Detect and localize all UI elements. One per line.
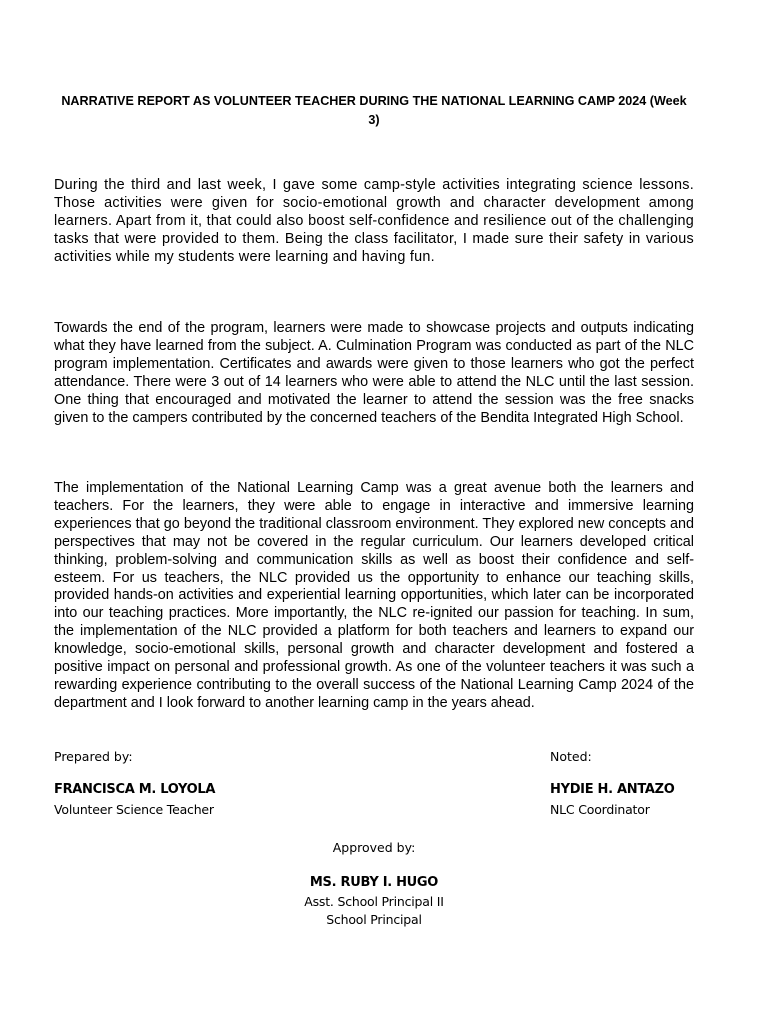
prepared-by-role: Volunteer Science Teacher bbox=[54, 802, 214, 817]
report-title: NARRATIVE REPORT AS VOLUNTEER TEACHER DURING THE NATIONAL LEARNING CAMP 2024 (Week 3) bbox=[61, 94, 687, 127]
approved-by-label: Approved by: bbox=[332, 840, 416, 855]
approved-by-role-secondary: School Principal bbox=[326, 912, 422, 927]
prepared-by-name: FRANCISCA M. LOYOLA bbox=[54, 782, 216, 797]
prepared-by-label: Prepared by: bbox=[54, 749, 133, 764]
approved-by-name: MS. RUBY I. HUGO bbox=[309, 875, 439, 890]
noted-by-name: HYDIE H. ANTAZO bbox=[550, 782, 675, 797]
noted-by-label: Noted: bbox=[550, 749, 592, 764]
noted-by-role: NLC Coordinator bbox=[550, 802, 650, 817]
paragraph-week-activities: During the third and last week, I gave some camp-style activities integrating science lessons. Those activities were given for socio-emotional growth and character development among learners. Apart from it, that could also boost self-confidence and resilience out of the challenging tasks that were provided to them. Being the class facilitator, I made sure their safety in various activities while my students were learning and having fun. bbox=[54, 177, 694, 265]
paragraph-culmination: Towards the end of the program, learners were made to showcase projects and outputs indicating what they have learned from the subject. A. Culmination Program was conducted as part of the NLC program implementation. Certificates and awards were given to those learners who got the perfect attendance. There were 3 out of 14 learners who were able to attend the NLC until the last session. One thing that encouraged and motivated the learner to attend the session was the free snacks given to the campers contributed by the concerned teachers of the Bendita Integrated High School. bbox=[54, 320, 694, 426]
paragraph-implementation: The implementation of the National Learning Camp was a great avenue both the learners and teachers. For the learners, they were able to engage in interactive and immersive learning experiences that go beyond the traditional classroom environment. They explored new concepts and perspectives that may not be covered in the regular curriculum. Our learners developed critical thinking, problem-solving and communication skills as well as boost their confidence and self-esteem. For us teachers, the NLC provided us the opportunity to enhance our teaching skills, provided hands-on activities and experiential learning opportunities, which later can be incorporated into our teaching practices. More importantly, the NLC re-ignited our passion for teaching. In sum, the implementation of the NLC provided a platform for both teachers and learners to expand our knowledge, socio-emotional skills, personal growth and character development and fostered a positive impact on personal and professional growth. As one of the volunteer teachers it was such a rewarding experience contributing to the overall success of the National Learning Camp 2024 of the department and I look forward to another learning camp in the years ahead. bbox=[54, 480, 694, 711]
approved-by-role: Asst. School Principal II bbox=[304, 894, 444, 909]
